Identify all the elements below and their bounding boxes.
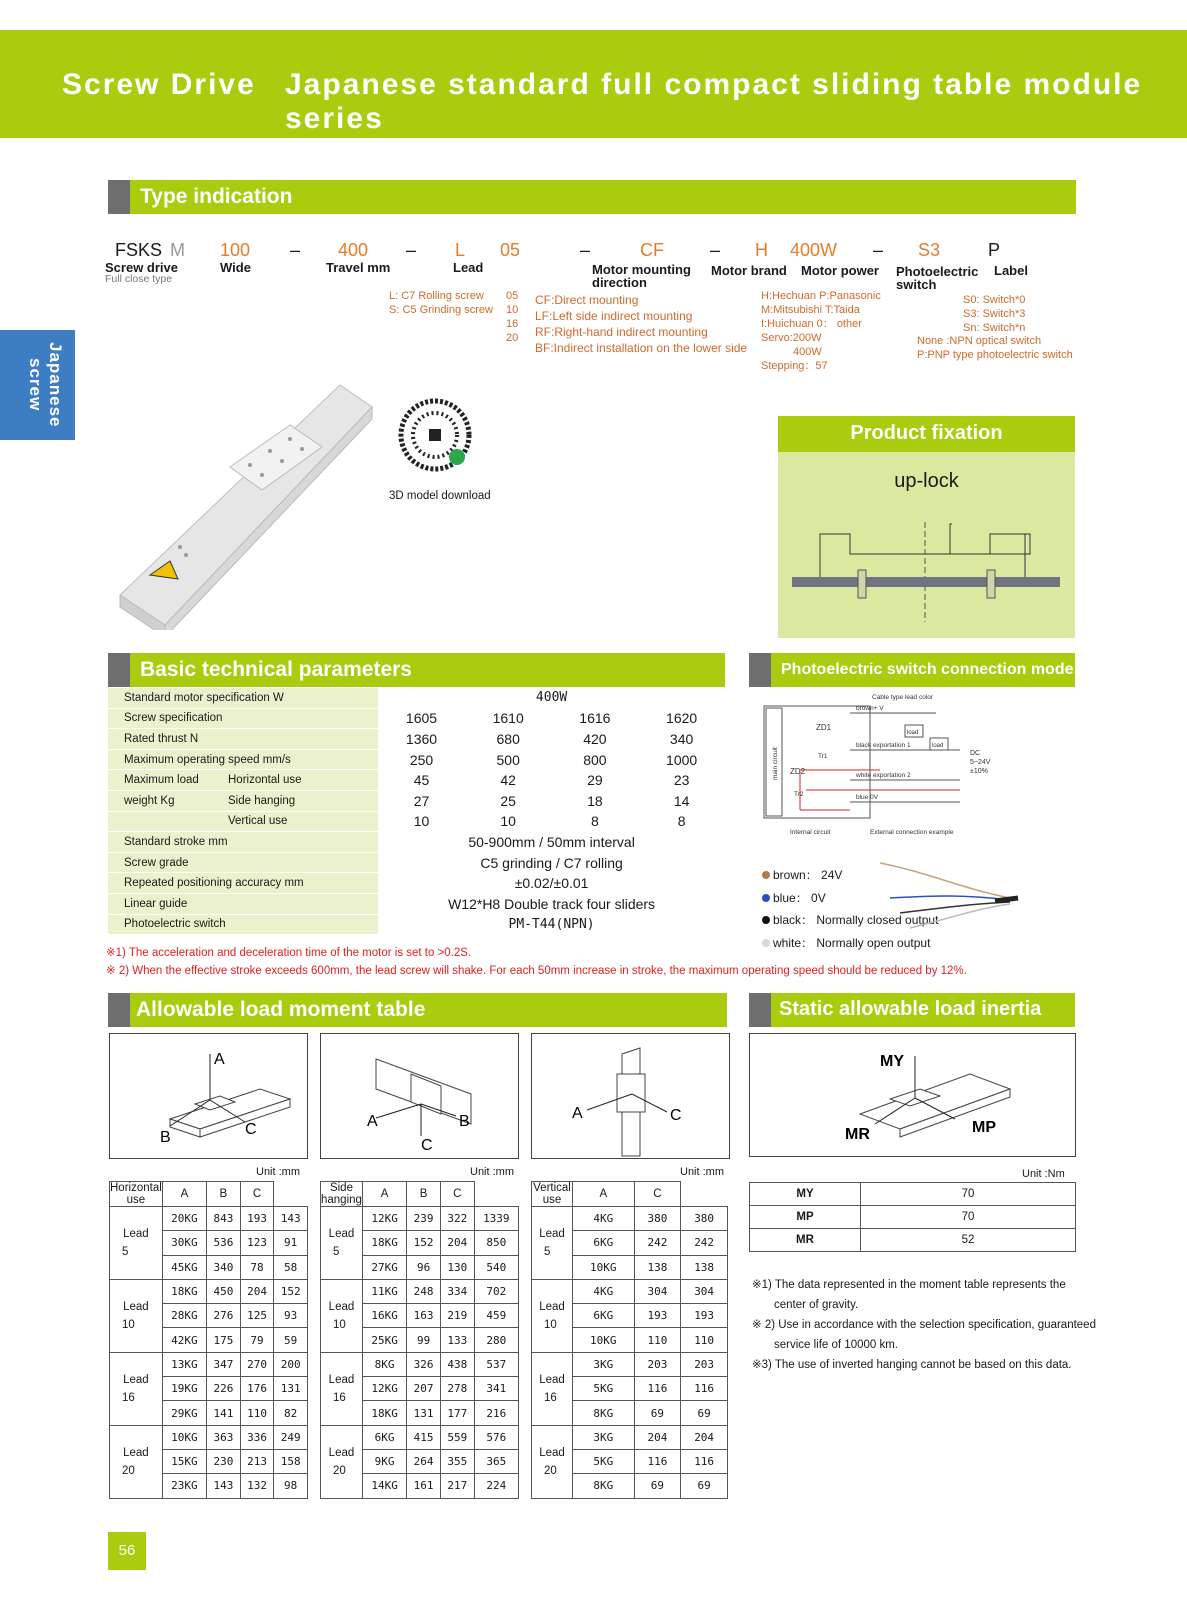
table-cell: 536 bbox=[207, 1231, 241, 1255]
table-cell: 69 bbox=[634, 1401, 681, 1425]
table-cell: 537 bbox=[474, 1352, 518, 1376]
table-cell: 14KG bbox=[362, 1474, 406, 1498]
column-header: B bbox=[207, 1182, 241, 1207]
table-cell: 219 bbox=[440, 1304, 474, 1328]
header-banner bbox=[0, 30, 1187, 138]
table-cell: 69 bbox=[681, 1474, 728, 1498]
table-cell: 152 bbox=[407, 1231, 441, 1255]
table-cell: 559 bbox=[440, 1425, 474, 1449]
table-cell: 8KG bbox=[362, 1352, 406, 1376]
table-cell: 1339 bbox=[474, 1207, 518, 1231]
type-indication-bar bbox=[108, 180, 1076, 214]
table-cell: 355 bbox=[440, 1449, 474, 1473]
table-cell: 78 bbox=[240, 1255, 274, 1279]
moment-fig-side bbox=[320, 1033, 519, 1159]
table-row bbox=[321, 1279, 519, 1303]
svg-text:C: C bbox=[245, 1121, 257, 1138]
svg-text:A: A bbox=[572, 1105, 583, 1122]
inertia-bar bbox=[749, 993, 1075, 1027]
table-cell: 843 bbox=[207, 1207, 241, 1231]
table-cell: 131 bbox=[274, 1377, 308, 1401]
table-cell: 20KG bbox=[162, 1207, 206, 1231]
table-header bbox=[532, 1182, 728, 1207]
table-row bbox=[110, 1207, 308, 1231]
table-cell: 304 bbox=[681, 1279, 728, 1303]
table-cell: 226 bbox=[207, 1377, 241, 1401]
table-cell: 79 bbox=[240, 1328, 274, 1352]
diagram-brown: brown+ V bbox=[856, 705, 884, 712]
table-row: Repeated positioning accuracy mm ±0.02/±0.01 bbox=[108, 873, 725, 894]
photo-switch-title: Photoelectric switch connection mode bbox=[781, 661, 1074, 678]
diagram-zd2: ZD2 bbox=[790, 767, 806, 776]
table-cell: 18KG bbox=[162, 1279, 206, 1303]
table-cell: 336 bbox=[240, 1425, 274, 1449]
column-header: Vertical use bbox=[533, 1182, 571, 1206]
lead-cell: Lead 16 bbox=[321, 1352, 363, 1425]
code-dash-1: – bbox=[290, 240, 301, 260]
table-cell: 98 bbox=[274, 1474, 308, 1498]
svg-text:MY: MY bbox=[880, 1053, 904, 1070]
table-cell: 459 bbox=[474, 1304, 518, 1328]
product-fixation-subtitle: up-lock bbox=[894, 470, 959, 492]
table-row: Standard motor specification W 400W bbox=[108, 688, 725, 708]
lead-cell: Lead 10 bbox=[532, 1279, 573, 1352]
diagram-zd1: ZD1 bbox=[816, 723, 832, 732]
type-indication-title: Type indication bbox=[140, 185, 293, 208]
diagram-cable: Cable type lead color bbox=[872, 694, 934, 701]
table-cell: 110 bbox=[681, 1328, 728, 1352]
legend-brown: brown： 24V bbox=[762, 864, 938, 887]
table-cell: 161 bbox=[407, 1474, 441, 1498]
label-options: None :NPN optical switch P:PNP type photoelectric switch bbox=[917, 335, 1073, 361]
moment-fig-vertical bbox=[531, 1033, 730, 1159]
diagram-external: External connection example bbox=[870, 829, 954, 836]
svg-text:±10%: ±10% bbox=[970, 768, 988, 775]
lead-cell: Lead 20 bbox=[532, 1425, 573, 1498]
table-row bbox=[321, 1352, 519, 1376]
svg-text:B: B bbox=[459, 1113, 470, 1130]
table-cell: 23KG bbox=[162, 1474, 206, 1498]
label-photo-switch: Photoelectric switch bbox=[896, 264, 979, 292]
column-header: Side hanging bbox=[321, 1182, 362, 1206]
table-cell: 850 bbox=[474, 1231, 518, 1255]
table-row bbox=[750, 1206, 1076, 1229]
lead-options: 05 10 16 20 bbox=[506, 290, 519, 344]
table-cell: 450 bbox=[207, 1279, 241, 1303]
table-cell: 4KG bbox=[573, 1279, 635, 1303]
table-cell: MY bbox=[750, 1183, 861, 1206]
lead-cell: Lead 5 bbox=[321, 1207, 363, 1280]
code-label: P bbox=[988, 240, 1001, 260]
svg-text:A: A bbox=[367, 1113, 378, 1130]
table-cell: 363 bbox=[207, 1425, 241, 1449]
inertia-fig bbox=[749, 1033, 1076, 1157]
code-dash-4: – bbox=[710, 240, 721, 260]
switch-options: S0: Switch*0 S3: Switch*3 Sn: Switch*n bbox=[963, 294, 1026, 334]
table-cell: 415 bbox=[407, 1425, 441, 1449]
column-header: Horizontal use bbox=[110, 1182, 162, 1206]
code-screw: L bbox=[455, 240, 466, 260]
product-fixation-box bbox=[778, 452, 1075, 638]
svg-text:5~24V: 5~24V bbox=[970, 759, 991, 766]
table-row bbox=[110, 1425, 308, 1449]
table-row bbox=[750, 1229, 1076, 1252]
column-header: B bbox=[407, 1182, 441, 1207]
table-cell: 216 bbox=[474, 1401, 518, 1425]
lead-cell: Lead 16 bbox=[110, 1352, 163, 1425]
table-cell: 138 bbox=[634, 1255, 681, 1279]
table-cell: 203 bbox=[634, 1352, 681, 1376]
legend-black: black： Normally closed output bbox=[762, 909, 938, 932]
table-cell: 28KG bbox=[162, 1304, 206, 1328]
table-cell: 340 bbox=[207, 1255, 241, 1279]
code-switch: S3 bbox=[918, 240, 941, 260]
diagram-tr2: Tr2 bbox=[794, 791, 804, 798]
table-cell: 91 bbox=[274, 1231, 308, 1255]
table-cell: 143 bbox=[274, 1207, 308, 1231]
brand-options: H:Hechuan P:Panasonic M:Mitsubishi T:Taida I:Huichuan 0： other Servo:200W 400W Stepping：57 bbox=[761, 290, 881, 372]
table-cell: 242 bbox=[681, 1231, 728, 1255]
table-cell: 141 bbox=[207, 1401, 241, 1425]
table-row bbox=[532, 1352, 728, 1376]
table-cell: 276 bbox=[207, 1304, 241, 1328]
table-cell: 230 bbox=[207, 1449, 241, 1473]
table-cell: 13KG bbox=[162, 1352, 206, 1376]
table-cell: 3KG bbox=[573, 1425, 635, 1449]
table-cell: 12KG bbox=[362, 1377, 406, 1401]
table-cell: 45KG bbox=[162, 1255, 206, 1279]
moment-title: Allowable load moment table bbox=[136, 998, 426, 1021]
label-full-close: Full close type bbox=[105, 273, 173, 285]
column-header: C bbox=[634, 1182, 681, 1207]
table-header bbox=[110, 1182, 308, 1207]
table-cell: 18KG bbox=[362, 1231, 406, 1255]
table-row: Photoelectric switch PM-T44(NPN) bbox=[108, 914, 725, 935]
code-m: M bbox=[170, 240, 185, 260]
table-cell: 322 bbox=[440, 1207, 474, 1231]
label-motor-brand: Motor brand bbox=[711, 263, 787, 278]
code-power: 400W bbox=[790, 240, 838, 260]
table-cell: 18KG bbox=[362, 1401, 406, 1425]
table-cell: 438 bbox=[440, 1352, 474, 1376]
table-cell: 193 bbox=[681, 1304, 728, 1328]
lead-cell: Lead 20 bbox=[110, 1425, 163, 1498]
table-cell: 540 bbox=[474, 1255, 518, 1279]
table-cell: 5KG bbox=[573, 1377, 635, 1401]
table-cell: 132 bbox=[240, 1474, 274, 1498]
table-row: Maximum operating speed mm/s 250 500 800 1000 bbox=[108, 749, 725, 770]
column-header: C bbox=[240, 1182, 274, 1207]
table-row bbox=[110, 1279, 308, 1303]
table-row bbox=[532, 1207, 728, 1231]
code-dash-3: – bbox=[580, 240, 591, 260]
qr-code-icon[interactable] bbox=[395, 395, 475, 475]
table-row: weight Kg Side hanging 27 25 18 14 bbox=[108, 790, 725, 811]
table-cell: 116 bbox=[681, 1377, 728, 1401]
table-row: Screw specification 1605 1610 1616 1620 bbox=[108, 708, 725, 729]
table-cell: 203 bbox=[681, 1352, 728, 1376]
table-cell: 8KG bbox=[573, 1474, 635, 1498]
inertia-notes: ※1) The data represented in the moment table represents the center of gravity. ※ 2) Use in accordance with the selection specification, guaranteed service life of 10000 km. ※3) The use of inverted hanging cannot be based on this data. bbox=[752, 1279, 1096, 1371]
diagram-load: load bbox=[907, 730, 919, 736]
product-fixation-title: Product fixation bbox=[850, 422, 1003, 444]
table-row bbox=[321, 1425, 519, 1449]
table-cell: 10KG bbox=[162, 1425, 206, 1449]
diagram-blue: blue 0V bbox=[856, 794, 879, 801]
header-right-title: Japanese standard full compact sliding table module series bbox=[285, 68, 1143, 135]
table-row: Rated thrust N 1360 680 420 340 bbox=[108, 729, 725, 750]
table-cell: 42KG bbox=[162, 1328, 206, 1352]
svg-text:MR: MR bbox=[845, 1126, 870, 1143]
table-cell: 204 bbox=[681, 1425, 728, 1449]
legend-blue: blue： 0V bbox=[762, 887, 938, 910]
table-cell: 217 bbox=[440, 1474, 474, 1498]
table-cell: 30KG bbox=[162, 1231, 206, 1255]
inertia-unit: Unit :Nm bbox=[1022, 1168, 1065, 1180]
table-cell: 365 bbox=[474, 1449, 518, 1473]
table-row: Linear guide W12*H8 Double track four sliders bbox=[108, 893, 725, 914]
label-screw-drive: Screw drive bbox=[105, 260, 178, 275]
qr-caption: 3D model download bbox=[389, 490, 491, 502]
side-tab-label: Japanese screw bbox=[26, 342, 65, 428]
moment-unit-2: Unit :mm bbox=[470, 1166, 514, 1178]
moment-unit-3: Unit :mm bbox=[680, 1166, 724, 1178]
lead-cell: Lead 5 bbox=[532, 1207, 573, 1280]
label-travel: Travel mm bbox=[326, 260, 391, 275]
table-cell: 52 bbox=[861, 1229, 1076, 1252]
lead-cell: Lead 10 bbox=[110, 1279, 163, 1352]
table-cell: 70 bbox=[861, 1206, 1076, 1229]
table-cell: 138 bbox=[681, 1255, 728, 1279]
svg-text:C: C bbox=[670, 1107, 682, 1124]
table-cell: 163 bbox=[407, 1304, 441, 1328]
table-cell: 9KG bbox=[362, 1449, 406, 1473]
table-cell: 59 bbox=[274, 1328, 308, 1352]
page-number: 56 bbox=[108, 1532, 146, 1570]
table-cell: 152 bbox=[274, 1279, 308, 1303]
column-header: C bbox=[440, 1182, 474, 1207]
table-cell: 93 bbox=[274, 1304, 308, 1328]
lead-cell: Lead 20 bbox=[321, 1425, 363, 1498]
moment-bar bbox=[108, 993, 727, 1027]
table-cell: 347 bbox=[207, 1352, 241, 1376]
cable-image bbox=[870, 858, 1020, 938]
svg-text:MP: MP bbox=[972, 1119, 996, 1136]
code-brand: H bbox=[755, 240, 768, 260]
table-row: Maximum load Horizontal use 45 42 29 23 bbox=[108, 770, 725, 791]
table-row: Vertical use 10 10 8 8 bbox=[108, 811, 725, 832]
table-cell: 10KG bbox=[573, 1328, 635, 1352]
table-cell: 4KG bbox=[573, 1207, 635, 1231]
table-cell: 576 bbox=[474, 1425, 518, 1449]
code-dash-5: – bbox=[873, 240, 884, 260]
svg-text:B: B bbox=[160, 1129, 171, 1146]
svg-text:A: A bbox=[214, 1051, 225, 1068]
table-cell: 6KG bbox=[362, 1425, 406, 1449]
table-cell: 239 bbox=[407, 1207, 441, 1231]
table-cell: 278 bbox=[440, 1377, 474, 1401]
screw-options: L: C7 Rolling screw S: C5 Grinding screw bbox=[389, 290, 493, 316]
moment-table-vertical bbox=[531, 1181, 728, 1499]
table-cell: 204 bbox=[240, 1279, 274, 1303]
param-note-1: ※1) The acceleration and deceleration time of the motor is set to >0.2S. bbox=[106, 947, 472, 959]
table-cell: 204 bbox=[634, 1425, 681, 1449]
table-cell: 193 bbox=[240, 1207, 274, 1231]
table-cell: 193 bbox=[634, 1304, 681, 1328]
table-cell: 702 bbox=[474, 1279, 518, 1303]
label-wide: Wide bbox=[220, 260, 251, 275]
table-cell: 270 bbox=[240, 1352, 274, 1376]
table-cell: 380 bbox=[681, 1207, 728, 1231]
table-cell: 6KG bbox=[573, 1231, 635, 1255]
table-cell: 29KG bbox=[162, 1401, 206, 1425]
table-cell: 133 bbox=[440, 1328, 474, 1352]
table-cell: 58 bbox=[274, 1255, 308, 1279]
table-cell: 10KG bbox=[573, 1255, 635, 1279]
table-cell: 249 bbox=[274, 1425, 308, 1449]
param-note-2: ※ 2) When the effective stroke exceeds 600mm, the lead screw will shake. For each 50mm increase in stroke, the maximum operating speed should be reduced by 12%. bbox=[106, 965, 967, 977]
moment-table-side bbox=[320, 1181, 519, 1499]
diagram-internal: Internal circuit bbox=[790, 829, 831, 836]
moment-unit-1: Unit :mm bbox=[256, 1166, 300, 1178]
diagram-white: white exportation 2 bbox=[856, 772, 911, 779]
table-cell: 248 bbox=[407, 1279, 441, 1303]
lead-cell: Lead 5 bbox=[110, 1207, 163, 1280]
label-motor-mounting: Motor mounting direction bbox=[592, 262, 691, 290]
table-cell: 224 bbox=[474, 1474, 518, 1498]
table-cell: 116 bbox=[681, 1449, 728, 1473]
column-header: A bbox=[362, 1182, 406, 1207]
column-header: A bbox=[162, 1182, 206, 1207]
moment-table-horizontal bbox=[109, 1181, 308, 1499]
table-cell: 82 bbox=[274, 1401, 308, 1425]
table-cell: 110 bbox=[240, 1401, 274, 1425]
table-cell: 304 bbox=[634, 1279, 681, 1303]
table-cell: 6KG bbox=[573, 1304, 635, 1328]
table-row bbox=[532, 1425, 728, 1449]
label-motor-power: Motor power bbox=[801, 263, 879, 278]
table-cell: 131 bbox=[407, 1401, 441, 1425]
table-row bbox=[532, 1279, 728, 1303]
label-lead: Lead bbox=[453, 260, 484, 275]
table-cell: 242 bbox=[634, 1231, 681, 1255]
table-cell: 177 bbox=[440, 1401, 474, 1425]
table-cell: 19KG bbox=[162, 1377, 206, 1401]
table-cell: 11KG bbox=[362, 1279, 406, 1303]
table-cell: 125 bbox=[240, 1304, 274, 1328]
table-row: Screw grade C5 grinding / C7 rolling bbox=[108, 852, 725, 873]
basic-params-table bbox=[108, 688, 725, 935]
diagram-tr1: Tr1 bbox=[818, 753, 828, 760]
table-cell: 110 bbox=[634, 1328, 681, 1352]
code-mount: CF bbox=[640, 240, 664, 260]
table-row bbox=[110, 1352, 308, 1376]
circuit-diagram bbox=[760, 690, 1020, 840]
code-travel: 400 bbox=[338, 240, 369, 260]
table-header bbox=[321, 1182, 519, 1207]
table-cell: 158 bbox=[274, 1449, 308, 1473]
table-cell: 15KG bbox=[162, 1449, 206, 1473]
table-cell: 326 bbox=[407, 1352, 441, 1376]
table-cell: 130 bbox=[440, 1255, 474, 1279]
mount-options: CF:Direct mounting LF:Left side indirect mounting RF:Right-hand indirect mounting BF:Indirect installation on the lower side bbox=[535, 293, 748, 355]
table-cell: 123 bbox=[240, 1231, 274, 1255]
side-tab[interactable] bbox=[0, 330, 75, 440]
moment-fig-horizontal bbox=[109, 1033, 308, 1159]
label-label: Label bbox=[994, 263, 1028, 278]
table-cell: 207 bbox=[407, 1377, 441, 1401]
inertia-title: Static allowable load inertia bbox=[779, 998, 1042, 1020]
table-cell: 3KG bbox=[573, 1352, 635, 1376]
table-cell: 96 bbox=[407, 1255, 441, 1279]
table-cell: 213 bbox=[240, 1449, 274, 1473]
up-lock-diagram bbox=[790, 522, 1065, 622]
code-width: 100 bbox=[220, 240, 251, 260]
table-cell: 204 bbox=[440, 1231, 474, 1255]
table-cell: 334 bbox=[440, 1279, 474, 1303]
table-cell: 341 bbox=[474, 1377, 518, 1401]
table-cell: 175 bbox=[207, 1328, 241, 1352]
table-cell: 27KG bbox=[362, 1255, 406, 1279]
inertia-table bbox=[749, 1182, 1076, 1252]
table-cell: 25KG bbox=[362, 1328, 406, 1352]
diagram-black: black exportation 1 bbox=[856, 742, 911, 749]
table-cell: 200 bbox=[274, 1352, 308, 1376]
header-left-title: Screw Drive bbox=[62, 68, 256, 101]
table-cell: 16KG bbox=[362, 1304, 406, 1328]
table-cell: 69 bbox=[634, 1474, 681, 1498]
table-row: Standard stroke mm 50-900mm / 50mm interval bbox=[108, 832, 725, 853]
table-cell: 264 bbox=[407, 1449, 441, 1473]
table-cell: MR bbox=[750, 1229, 861, 1252]
product-fixation-bar bbox=[778, 416, 1075, 452]
table-cell: 8KG bbox=[573, 1401, 635, 1425]
table-cell: 380 bbox=[634, 1207, 681, 1231]
legend-white: white： Normally open output bbox=[762, 932, 938, 955]
table-cell: 176 bbox=[240, 1377, 274, 1401]
table-cell: 116 bbox=[634, 1377, 681, 1401]
table-cell: 116 bbox=[634, 1449, 681, 1473]
svg-text:C: C bbox=[421, 1137, 433, 1154]
table-cell: 280 bbox=[474, 1328, 518, 1352]
code-fsks: FSKS bbox=[115, 240, 163, 260]
lead-cell: Lead 10 bbox=[321, 1279, 363, 1352]
column-header: A bbox=[573, 1182, 635, 1207]
lead-cell: Lead 16 bbox=[532, 1352, 573, 1425]
table-cell: 99 bbox=[407, 1328, 441, 1352]
table-cell: 70 bbox=[861, 1183, 1076, 1206]
table-cell: MP bbox=[750, 1206, 861, 1229]
table-row bbox=[321, 1207, 519, 1231]
table-cell: 69 bbox=[681, 1401, 728, 1425]
product-image bbox=[110, 375, 380, 630]
code-lead: 05 bbox=[500, 240, 521, 260]
code-dash-2: – bbox=[406, 240, 417, 260]
diagram-main: main circuit bbox=[772, 747, 779, 780]
table-cell: 5KG bbox=[573, 1449, 635, 1473]
basic-params-bar bbox=[108, 653, 725, 687]
table-cell: 12KG bbox=[362, 1207, 406, 1231]
photo-switch-bar bbox=[749, 653, 1075, 687]
diagram-dc: DC bbox=[970, 750, 981, 757]
basic-params-title: Basic technical parameters bbox=[140, 658, 412, 681]
table-row bbox=[750, 1183, 1076, 1206]
table-cell: 143 bbox=[207, 1474, 241, 1498]
svg-text:load: load bbox=[932, 743, 944, 749]
